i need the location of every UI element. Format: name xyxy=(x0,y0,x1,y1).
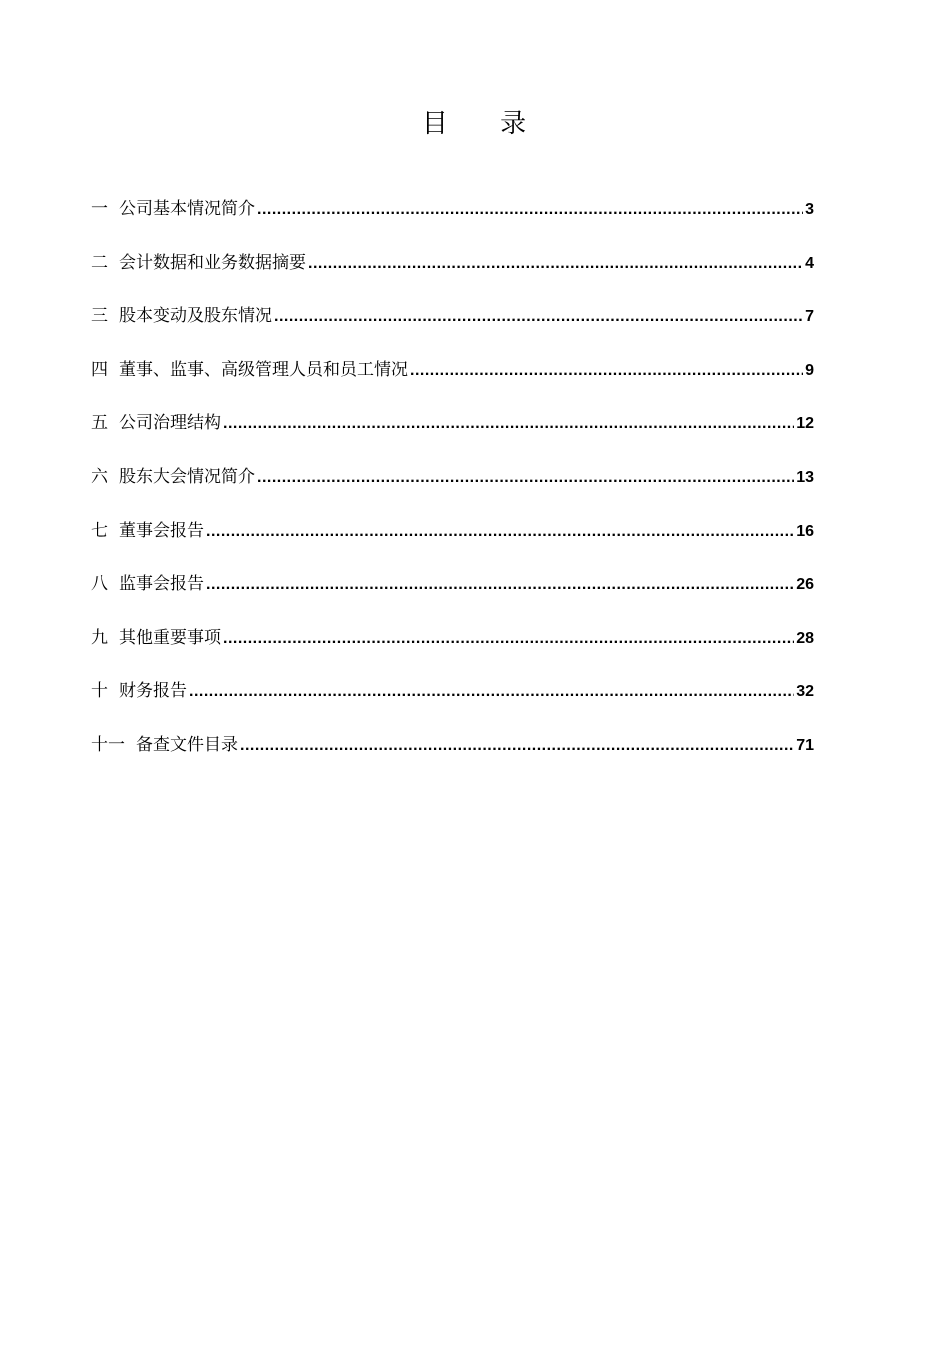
toc-dot-leader xyxy=(206,519,794,545)
toc-dot-leader xyxy=(189,679,794,705)
toc-dot-leader xyxy=(206,572,794,598)
toc-entry[interactable] xyxy=(91,571,814,625)
toc-entry-page: 13 xyxy=(796,468,814,486)
toc-entry-page: 28 xyxy=(796,629,814,647)
toc-entry[interactable] xyxy=(91,518,814,572)
toc-entry-title: 其他重要事项 xyxy=(119,627,221,648)
toc-entry-title: 财务报告 xyxy=(119,681,187,702)
toc-entry-page: 26 xyxy=(796,576,814,594)
toc-entry[interactable] xyxy=(91,357,814,411)
toc-entry-number: 四 xyxy=(91,359,108,380)
toc-entry-title: 监事会报告 xyxy=(119,574,204,595)
toc-entry-number: 五 xyxy=(91,413,108,434)
toc-dot-leader xyxy=(257,197,803,223)
toc-entry-page: 7 xyxy=(805,308,814,326)
toc-entry-title: 会计数据和业务数据摘要 xyxy=(119,252,306,273)
toc-entry-title: 备查文件目录 xyxy=(136,734,238,755)
toc-entry-number: 六 xyxy=(91,466,108,487)
toc-entry[interactable] xyxy=(91,464,814,518)
toc-title: 目 录 xyxy=(421,109,549,139)
toc-dot-leader xyxy=(223,626,794,652)
toc-entry-title: 董事会报告 xyxy=(119,520,204,541)
toc-entry-title: 公司治理结构 xyxy=(119,413,221,434)
toc-entry[interactable] xyxy=(91,196,814,250)
toc-entry[interactable] xyxy=(91,250,814,304)
toc-entry-title: 公司基本情况简介 xyxy=(119,199,255,219)
toc-entry-page: 9 xyxy=(805,361,814,379)
toc-entry[interactable] xyxy=(91,303,814,357)
toc-entry-page: 16 xyxy=(796,522,814,540)
toc-entry-number: 三 xyxy=(91,306,108,327)
toc-dot-leader xyxy=(410,358,803,384)
toc-entry-page: 32 xyxy=(796,683,814,701)
toc-dot-leader xyxy=(223,411,794,437)
toc-entry[interactable] xyxy=(91,732,814,786)
toc-entry-number: 八 xyxy=(91,574,108,595)
toc-entry-title: 股东大会情况简介 xyxy=(119,466,255,487)
toc-dot-leader xyxy=(308,251,803,277)
toc-entry-number: 七 xyxy=(91,520,108,541)
toc-entry-number: 九 xyxy=(91,627,108,648)
toc-entry-page: 4 xyxy=(805,254,814,272)
toc-entry[interactable] xyxy=(91,625,814,679)
toc-dot-leader xyxy=(257,465,794,491)
toc-entry-page: 12 xyxy=(796,415,814,433)
toc-list xyxy=(91,196,814,786)
toc-entry-number: 二 xyxy=(91,252,108,273)
toc-entry-title: 董事、监事、高级管理人员和员工情况 xyxy=(119,359,408,380)
toc-dot-leader xyxy=(240,733,794,759)
toc-entry-page: 71 xyxy=(796,736,814,754)
toc-entry-number: 十 xyxy=(91,681,108,702)
toc-entry-number: 十一 xyxy=(91,734,125,755)
toc-dot-leader xyxy=(274,304,803,330)
toc-entry-title: 股本变动及股东情况 xyxy=(119,306,272,327)
toc-entry[interactable] xyxy=(91,678,814,732)
toc-entry[interactable] xyxy=(91,410,814,464)
toc-entry-number: 一 xyxy=(91,199,108,219)
toc-entry-page: 3 xyxy=(805,201,814,218)
